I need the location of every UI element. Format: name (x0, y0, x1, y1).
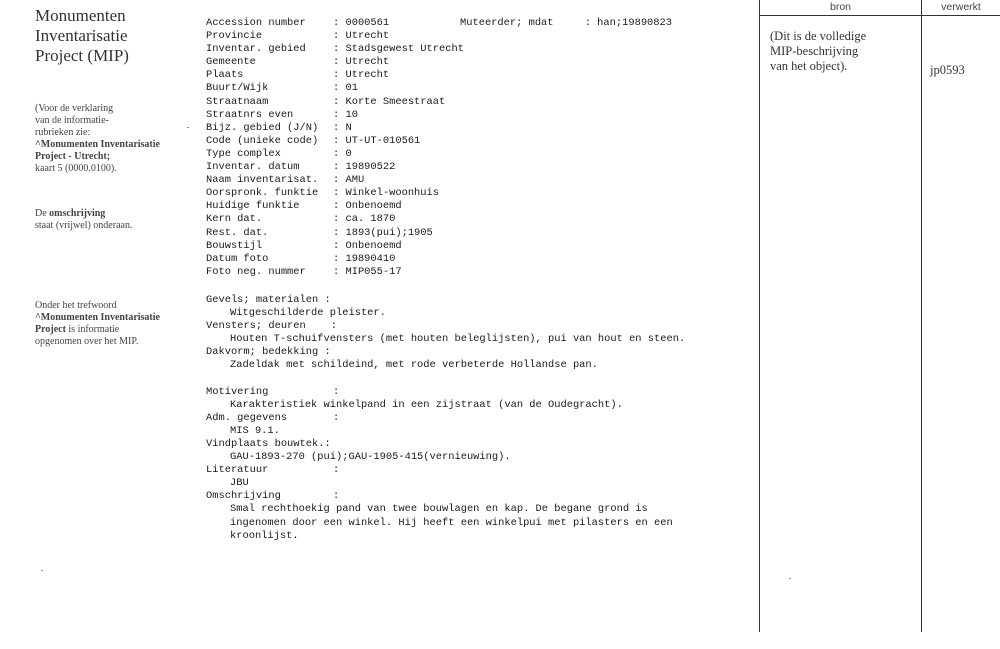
field-value: : Utrecht (333, 69, 390, 82)
field-row (206, 82, 756, 95)
field-label: Naam inventarisat. (206, 174, 319, 187)
sidebar-note-omschrijving (35, 208, 185, 232)
section-text-dakvorm: Zadeldak met schildeind, met rode verbeterde Hollandse pan. (230, 359, 598, 372)
note-line: kaart 5 (0000.0100). (35, 163, 117, 174)
section-heading-literatuur (206, 464, 756, 477)
field-row (206, 227, 756, 240)
field-value: : Utrecht (333, 30, 390, 43)
scan-speck (789, 578, 791, 579)
field-label: Buurt/Wijk (206, 82, 269, 95)
field-row (206, 266, 756, 279)
note-bold: omschrijving (49, 208, 106, 219)
field-value: : Stadsgewest Utrecht (333, 43, 464, 56)
note-line: opgenomen over het MIP. (35, 336, 139, 347)
section-heading-vindplaats: Vindplaats bouwtek.: (206, 437, 331, 450)
field-row (206, 56, 756, 69)
field-row (206, 174, 756, 187)
field-label: Oorspronk. funktie (206, 187, 319, 200)
field-value: : N (333, 121, 352, 134)
field-label: Kern dat. (206, 213, 263, 226)
column-header-bron: bron (829, 1, 851, 13)
field-row (206, 148, 756, 161)
field-label: Straatnaam (206, 95, 269, 108)
field-row (206, 213, 756, 226)
field-value: : UT-UT-010561 (333, 134, 421, 147)
record-fields (206, 17, 756, 279)
sidebar-note-legend (35, 103, 185, 175)
section-text-vindplaats: GAU-1893-270 (pui);GAU-1905-415(vernieuwing). (230, 451, 511, 464)
record-sections (206, 294, 756, 543)
section-text-adm: MIS 9.1. (230, 424, 280, 437)
sidebar-note-trefwoord (35, 300, 185, 348)
field-label: Huidige funktie (206, 200, 300, 213)
section-heading-adm (206, 412, 756, 425)
divider-middle (921, 0, 922, 632)
section-label: Adm. gegevens (206, 411, 288, 424)
field-value: : Onbenoemd (333, 239, 402, 252)
field-value: : 0 (333, 147, 352, 160)
field-value: : ca. 1870 (333, 213, 396, 226)
field-value: : 01 (333, 82, 358, 95)
field-value: : AMU (333, 174, 365, 187)
field-value: : Utrecht (333, 56, 390, 69)
field-value: : 19890522 (333, 161, 396, 174)
section-heading-dakvorm: Dakvorm; bedekking : (206, 346, 331, 359)
field-label: Straatnrs even (206, 108, 294, 121)
scan-speck (187, 127, 189, 128)
field-row (206, 200, 756, 213)
note-bold: Project (35, 324, 66, 335)
field-row (206, 30, 756, 43)
header-underline (759, 15, 1000, 16)
section-colon: : (333, 490, 340, 503)
field-label: Gemeente (206, 56, 256, 69)
field-label: Datum foto (206, 252, 269, 265)
field-label: Bouwstijl (206, 239, 263, 252)
bron-note: (Dit is de volledige MIP-beschrijving van het object). (770, 29, 867, 73)
section-label: Omschrijving (206, 490, 281, 503)
note-text: is informatie (65, 324, 120, 335)
field-label: Provincie (206, 30, 263, 43)
field-row (206, 187, 756, 200)
field-label: Foto neg. nummer (206, 265, 306, 278)
field-row (206, 253, 756, 266)
divider-left (759, 0, 760, 632)
field-label: Bijz. gebied (J/N) (206, 121, 319, 134)
field-row (206, 43, 756, 56)
section-heading-motivering (206, 386, 756, 399)
section-heading-omschrijving (206, 490, 756, 503)
field-label: Accession number (206, 17, 306, 29)
field-label: Rest. dat. (206, 226, 269, 239)
section-heading-gevels: Gevels; materialen : (206, 294, 331, 306)
section-colon: : (333, 385, 340, 398)
section-text-omschrijving: Smal rechthoekig pand van twee bouwlagen en kap. De begane grond is ingenomen door een winkel. Hij heeft een winkelpui met pilasters en een kroonlijst. (230, 503, 673, 542)
field-value: : 0000561 (333, 17, 390, 29)
note-line: Onder het trefwoord (35, 300, 117, 311)
field-row (206, 135, 756, 148)
field-value: : 10 (333, 108, 358, 121)
verwerkt-code: jp0593 (930, 63, 965, 77)
field-row (206, 240, 756, 253)
field-value: : MIP055-17 (333, 265, 402, 278)
section-colon: : (333, 464, 340, 477)
section-text-vensters: Houten T-schuifvensters (met houten beleglijsten), pui van hout en steen. (230, 333, 686, 346)
note-text: De (35, 208, 50, 219)
scan-speck (41, 570, 43, 571)
section-text-gevels: Witgeschilderde pleister. (230, 307, 386, 320)
field-row (206, 161, 756, 174)
note-line-bold: Project - Utrecht; (35, 151, 111, 162)
column-header-verwerkt: verwerkt (941, 1, 981, 13)
field-label: Type complex (206, 147, 281, 160)
note-line: staat (vrijwel) onderaan. (35, 220, 133, 231)
field-row (206, 96, 756, 109)
field-label: Inventar. datum (206, 161, 300, 174)
field-value: : Onbenoemd (333, 200, 402, 213)
field-label: Plaats (206, 69, 244, 82)
section-colon: : (333, 411, 340, 424)
note-line-bold: ^Monumenten Inventarisatie (35, 312, 160, 323)
field-label: Code (unieke code) (206, 134, 319, 147)
field-value: : Winkel-woonhuis (333, 187, 440, 200)
section-text-motivering: Karakteristiek winkelpand in een zijstraat (van de Oudegracht). (230, 398, 623, 411)
note-line: van de informatie- (35, 115, 109, 126)
note-line-bold: ^Monumenten Inventarisatie (35, 139, 160, 150)
field-value: : 1893(pui);1905 (333, 226, 433, 239)
section-label: Literatuur (206, 464, 269, 477)
note-line: (Voor de verklaring (35, 103, 114, 114)
field-label: Inventar. gebied (206, 43, 306, 56)
field-row (206, 109, 756, 122)
field-row (206, 122, 756, 135)
sidebar-title: Monumenten Inventarisatie Project (MIP) (35, 6, 129, 65)
section-label: Motivering (206, 385, 269, 398)
field-value: : Korte Smeestraat (333, 95, 446, 108)
note-line: rubrieken zie: (35, 127, 91, 138)
section-text-literatuur: JBU (230, 477, 249, 490)
field-value: : 19890410 (333, 252, 396, 265)
section-heading-vensters: Vensters; deuren : (206, 320, 337, 333)
sidebar (35, 6, 185, 66)
field-row (206, 69, 756, 82)
mutation-info: Muteerder; mdat : han;19890823 (460, 17, 673, 29)
